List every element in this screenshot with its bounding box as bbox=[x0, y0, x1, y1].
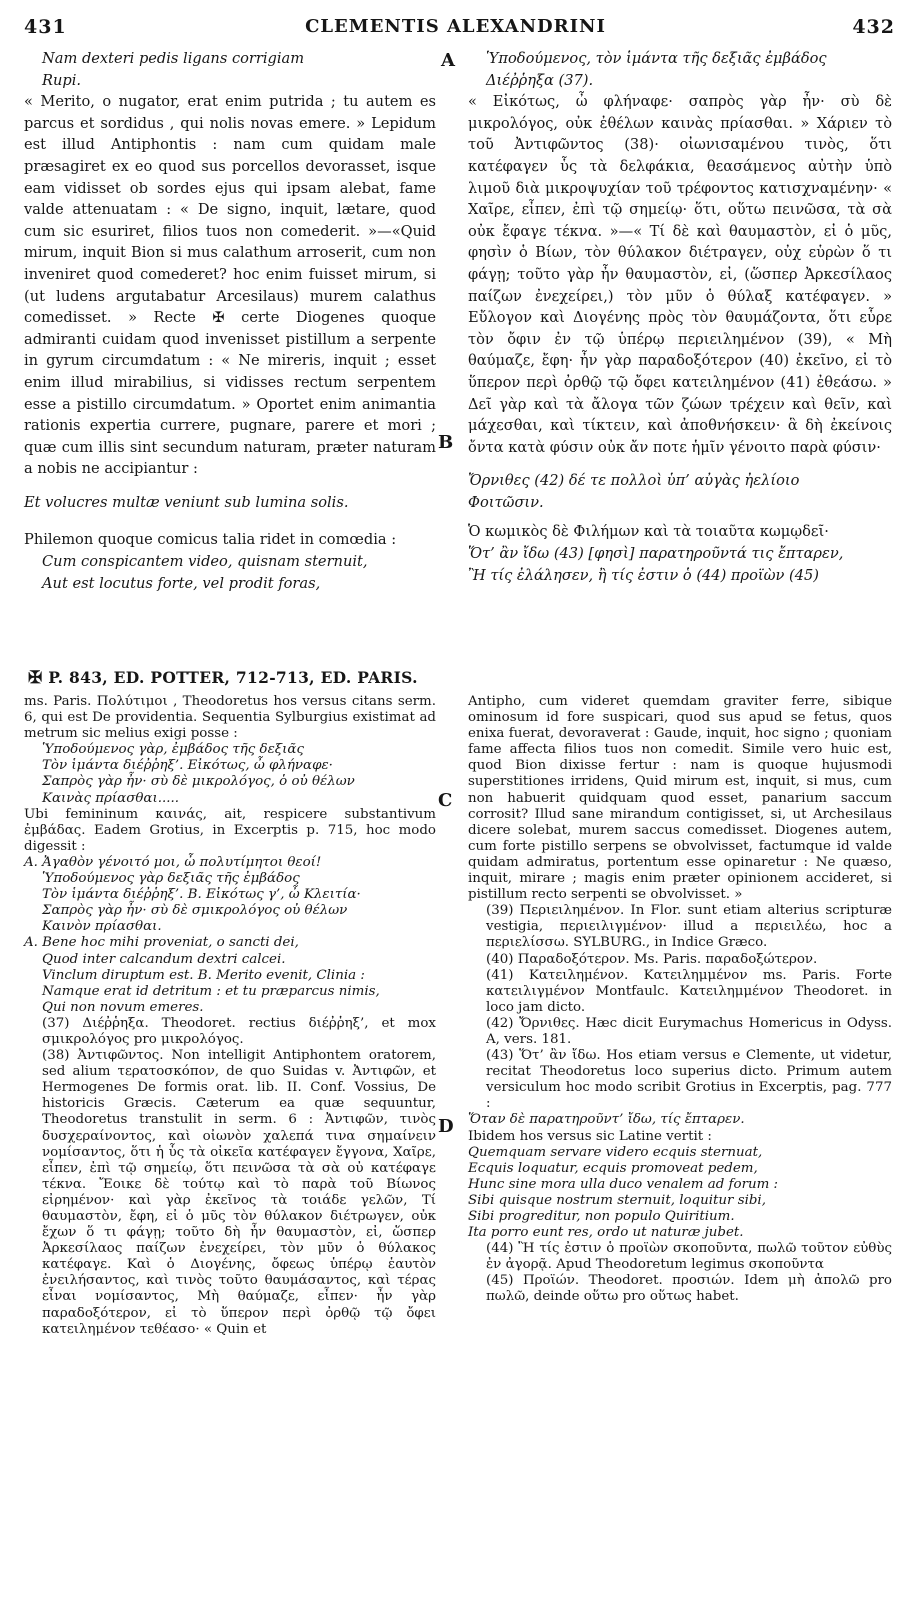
latin-verse: Sibi quisque nostrum sternuit, loquitur sibi, bbox=[468, 1192, 766, 1208]
latin-paragraph: « Merito, o nugator, erat enim putrida ; tu autem es parcus et sordidus , qui nolis novas emere. » Lepidum est illud Antiphontis : nam cum quidam male præsagiret ex eo quod sus porcellos devorasset, isque eam vidisset ob sordes ejus qui ipsam alebat, fame valde attenuatam : « De signo, inquit, lætare, quod cum sic esuriret, filios tuos non comederit. »—«Quid mirum, inquit Bion si mus calathum arroserit, cum non inveniret quod comederet? hoc enim fuisset mirum, si (ut ludens argutabatur Arcesilaus) murem calathus comedisset. » Recte ✠ certe Diogenes quoque admiranti cuidam quod invenisset pistillum a serpente in gyrum circumdatum : « Ne mireris, inquit ; esset enim illud mirabilius, si vidisses rectum serpentem esse a pistillo circumdatum. » Oportet enim animantia rationis expertia currere, pugnare, parere et mori ; quæ cum illis sint secundum naturam, præter naturam a nobis ne accipiantur : bbox=[24, 93, 436, 478]
greek-verse: Τὸν ἱμάντα διέῤῥηξ’. B. Εἰκότως γ’, ὦ Κλειτία· bbox=[42, 887, 361, 903]
margin-letter-a: A bbox=[441, 50, 455, 71]
footnote-42: (42) Ὄρνιθες. Hæc dicit Eurymachus Homericus in Odyss. A, vers. 181. bbox=[486, 1015, 892, 1047]
latin-translation bbox=[24, 48, 436, 594]
verse-line: Φοιτῶσιν. bbox=[468, 493, 544, 511]
verse-line: Rupi. bbox=[42, 71, 82, 89]
verse-line: Διέῤῥηξα (37). bbox=[486, 71, 594, 89]
edition-reference-text: P. 843, ED. POTTER, 712-713, ED. PARIS. bbox=[48, 668, 418, 687]
right-page-number: 432 bbox=[852, 16, 895, 38]
footnote-38: (38) Ἀντιφῶντος. Non intelligit Antiphontem oratorem, sed alium τερατοσκόπον, de quo Suidas v. Ἀντιφῶν, et Hermogenes De formis orat. lib. II. Conf. Vossius, De historicis Græcis. Cæterum ea quæ sequuntur, Theodoretus transtulit in serm. 6 : Ἀντιφῶν, τινὸς δυσχεραίνοντος, καὶ οἰωνὸν χαλεπά τινα σημαίνειν νομίσαντος, ὅτι ἡ ὗς τὰ οἰκεῖα κατέφαγεν ἔγγονα, Χαῖρε, εἶπεν, ἐπὶ τῷ σημείῳ, ὅτι πεινῶσα τὰ σὰ οὐ κατέφαγε τέκνα. Ἔοικε δὲ τούτῳ καὶ τὸ παρὰ τοῦ Βίωνος εἰρημένον· καὶ γὰρ ἐκεῖνος τὰ τοιάδε γελῶν, Τί θαυμαστὸν, ἔφη, εἰ ὁ μῦς τὸν θύλακον διέτρωγεν, οὐκ ἔχων ὅ τι φάγῃ; τοῦτο δὴ ἦν θαυμαστὸν, εἰ, ὥσπερ Ἀρκεσίλαος παίζων ἐνεχείρει, τὸν μῦν ὁ θύλακος κατέφαγε. Καὶ ὁ Διογένης, ὄφεως ὑπέρῳ ἑαυτὸν ἐνειλήσαντος, καὶ τινὸς τοῦτο θαυμάσαντος, καὶ τέρας εἶναι νομίσαντος, Μὴ θαύμαζε, εἶπεν· ἦν γὰρ παραδοξότερον, εἰ τὸ ὕπερον περὶ ὀρθῷ τῷ ὄφει κατειλημένον τεθέασο· « Quin et bbox=[42, 1048, 436, 1337]
greek-verse: Καινὰς πρίασθαι..... bbox=[42, 790, 179, 806]
latin-verse: Quod inter calcandum dextri calcei. bbox=[42, 951, 286, 967]
verse-line: Et volucres multæ veniunt sub lumina solis. bbox=[24, 493, 349, 511]
latin-paragraph: Philemon quoque comicus talia ridet in comœdia : bbox=[24, 531, 397, 549]
greek-paragraph: « Εἰκότως, ὦ φλήναφε· σαπρὸς γὰρ ἦν· σὺ δὲ μικρολόγος, οὐκ ἐθέλων καινὰς πρίασθαι. » Χάριεν τὸ τοῦ Ἀντιφῶντος (38)· οἰωνισαμένου τινὸς, ὅτι κατέφαγεν ὗς τὰ δελφάκια, θεασάμενος αὐτὴν ὑπὸ λιμοῦ διὰ μικροψυχίαν τοῦ τρέφοντος κατισχναμένην· « Χαῖρε, εἶπεν, ἐπὶ τῷ σημείῳ· ὅτι, οὕτω πεινῶσα, τὰ σὰ οὐκ ἔφαγε τέκνα. »—« Τί δὲ καὶ θαυμαστὸν, εἰ ὁ μῦς, φησὶν ὁ Βίων, τὸν θύλακον διέτραγεν, οὐχ εὑρὼν ὅ τι φάγῃ; τοῦτο γὰρ ἦν θαυμαστὸν, εἰ, (ὥσπερ Ἀρκεσίλαος παίζων ἐνεχείρει,) τὸν μῦν ὁ θύλαξ κατέφαγεν. » Εὔλογον καὶ Διογένης πρὸς τὸν θαυμάζοντα, ὅτι εὗρε τὸν ὄφιν ἐν τῷ ὑπέρῳ περιειλημένον (39), « Μὴ θαύμαζε, ἔφη· ἦν γὰρ παραδοξότερον (40) ἐκεῖνο, εἰ τὸ ὕπερον περὶ ὀρθῷ τῷ ὄφει κατειλημένον (41) ἐθεάσω. » Δεῖ γὰρ καὶ τὰ ἄλογα τῶν ζώων τρέχειν καὶ θεῖν, καὶ μάχεσθαι, καὶ τίκτειν, καὶ ἀποθνήσκειν· ἃ δὴ ἐκείνοις ὄντα κατὰ φύσιν οὐκ ἄν ποτε ἡμῖν γένοιτο παρὰ φύσιν· bbox=[468, 93, 892, 456]
cross-symbol: ✠ bbox=[28, 668, 43, 688]
greek-verse: Ὑποδούμενος γὰρ δεξιᾶς τῆς ἐμβάδος bbox=[42, 871, 300, 887]
footnote-39: (39) Περιειλημένον. In Flor. sunt etiam alterius scripturæ vestigia, περιειλιγμένον· illud a περιειλέω, hoc a περιελίσσω. SYLBURG., in Indice Græco. bbox=[486, 903, 892, 951]
latin-verse: Ita porro eunt res, ordo ut naturæ jubet. bbox=[468, 1225, 744, 1241]
latin-verse: Hunc sine mora ulla duco venalem ad forum : bbox=[468, 1176, 779, 1192]
left-page-number: 431 bbox=[24, 16, 67, 38]
footnote-44: (44) Ἢ τίς ἐστιν ὁ προϊὼν σκοποῦντα, πωλῶ τοῦτον εὐθὺς ἐν ἀγορᾷ. Apud Theodoretum legimus σκοποῦντα bbox=[486, 1241, 892, 1273]
latin-verse: Vinclum diruptum est. B. Merito evenit, Clinia : bbox=[42, 967, 365, 983]
latin-verse: Qui non novum emeres. bbox=[42, 999, 204, 1015]
greek-text bbox=[468, 48, 892, 586]
right-footnotes bbox=[468, 694, 892, 1306]
verse-line: Ὑποδούμενος, τὸν ἱμάντα τῆς δεξιᾶς ἐμβάδος bbox=[486, 50, 827, 67]
margin-letter-c: C bbox=[438, 790, 453, 811]
verse-line: Ὅτ’ ἂν ἴδω (43) [φησὶ] παρατηροῦντά τις ἔπταρεν, bbox=[468, 545, 844, 563]
footnote-text: ms. Paris. Πολύτιμοι , Theodoretus hos versus citans serm. 6, qui est De providentia. Sequentia Sylburgius existimat ad metrum sic melius exigi posse : bbox=[24, 694, 436, 742]
running-title: CLEMENTIS ALEXANDRINI bbox=[305, 16, 606, 37]
greek-verse: Ὑποδούμενος γὰρ, ἐμβάδος τῆς δεξιᾶς bbox=[42, 742, 304, 758]
verse-line: Aut est locutus forte, vel prodit foras, bbox=[42, 574, 321, 592]
greek-paragraph: Ὁ κωμικὸς δὲ Φιλήμων καὶ τὰ τοιαῦτα κωμῳδεῖ· bbox=[468, 523, 829, 541]
page-header bbox=[0, 16, 911, 46]
margin-letter-d: D bbox=[438, 1116, 454, 1137]
edition-reference bbox=[28, 668, 438, 688]
latin-verse: Namque erat id detritum : et tu præparcus nimis, bbox=[42, 983, 380, 999]
margin-letter-b: B bbox=[438, 432, 454, 453]
latin-verse: Sibi progreditur, non populo Quiritium. bbox=[468, 1209, 735, 1224]
footnote-37: (37) Διέῤῥηξα. Theodoret. rectius διέῤῥηξ’, et mox σμικρολόγος pro μικρολόγος. bbox=[42, 1015, 436, 1047]
footnote-45: (45) Προϊών. Theodoret. προσιών. Idem μὴ ἀπολῶ pro πωλῶ, deinde οὕτω pro οὕτως habet. bbox=[486, 1273, 892, 1305]
greek-verse: Καινὸν πρίασθαι. bbox=[42, 919, 162, 935]
latin-verse: Quemquam servare videro ecquis sternuat, bbox=[468, 1144, 763, 1160]
greek-verse: Σαπρὸς γὰρ ἦν· σὺ δὲ μικρολόγος, ὁ οὐ θέλων bbox=[42, 774, 355, 790]
left-footnotes bbox=[24, 694, 436, 1338]
footnote-text: Antipho, cum videret quemdam graviter ferre, sibique ominosum id fore suspicari, quod sus apud se fetus, quos enixa fuerat, devoraverat : Gaude, inquit, hoc signo ; quoniam fame affecta filios tuos non comedit. Simile vero huic est, quod Bion dixisse fertur : nam is quoque hujusmodi superstitiones irridens, Quid mirum est, inquit, si mus, cum non habuerit quidquam quod esset, panarium saccum corrosit? Illud sane mirandum contigisset, si, ut Archesilaus dicere solebat, murem saccus comedisset. Diogenes autem, cum forte pistillo serpens se obvolvisset, factumque id valde quidam admiratus, portentum esse opinaretur : Ne quæso, inquit, mirare ; magis enim præter opinionem accideret, si pistillum recto serpenti se obvolvisset. » bbox=[468, 694, 892, 903]
footnote-43: (43) Ὅτ’ ἂν ἴδω. Hos etiam versus e Clemente, ut videtur, recitat Theodoretus loco superius dicto. Primum autem versiculum hoc modo scribit Grotius in Excerptis, pag. 777 : bbox=[486, 1048, 892, 1112]
greek-verse: Σαπρὸς γὰρ ἦν· σὺ δὲ σμικρολόγος οὐ θέλων bbox=[42, 903, 348, 919]
verse-line: Nam dexteri pedis ligans corrigiam bbox=[42, 50, 305, 67]
footnote-40: (40) Παραδοξότερον. Ms. Paris. παραδοξώτερον. bbox=[486, 951, 818, 967]
greek-verse: A. Ἀγαθὸν γένοιτό μοι, ὦ πολυτίμητοι θεοί! bbox=[24, 854, 322, 870]
latin-verse: Ecquis loquatur, ecquis promoveat pedem, bbox=[468, 1160, 758, 1176]
footnote-41: (41) Κατειλημένον. Κατειλημμένον ms. Paris. Forte κατειλιγμένον Montfaulc. Κατειλημμένον Theodoret. in loco jam dicto. bbox=[486, 967, 892, 1015]
greek-verse: Ὅταν δὲ παρατηροῦντ’ ἴδω, τίς ἔπταρεν. bbox=[468, 1112, 745, 1128]
latin-verse: A. Bene hoc mihi proveniat, o sancti dei, bbox=[24, 935, 299, 951]
footnote-text: Ubi femininum καινάς, ait, respicere substantivum ἐμβάδας. Eadem Grotius, in Excerptis p. 715, hoc modo digessit : bbox=[24, 806, 436, 854]
verse-line: Ἢ τίς ἐλάλησεν, ἢ τίς ἐστιν ὁ (44) προϊὼν (45) bbox=[468, 566, 819, 584]
verse-line: Ὄρνιθες (42) δέ τε πολλοὶ ὑπ’ αὐγὰς ἠελίοιο bbox=[468, 472, 800, 490]
greek-verse: Τὸν ἱμάντα διέῤῥηξ’. Εἰκότως, ὦ φλήναφε· bbox=[42, 758, 333, 774]
verse-line: Cum conspicantem video, quisnam sternuit, bbox=[42, 553, 368, 571]
footnote-text: Ibidem hos versus sic Latine vertit : bbox=[468, 1128, 712, 1144]
